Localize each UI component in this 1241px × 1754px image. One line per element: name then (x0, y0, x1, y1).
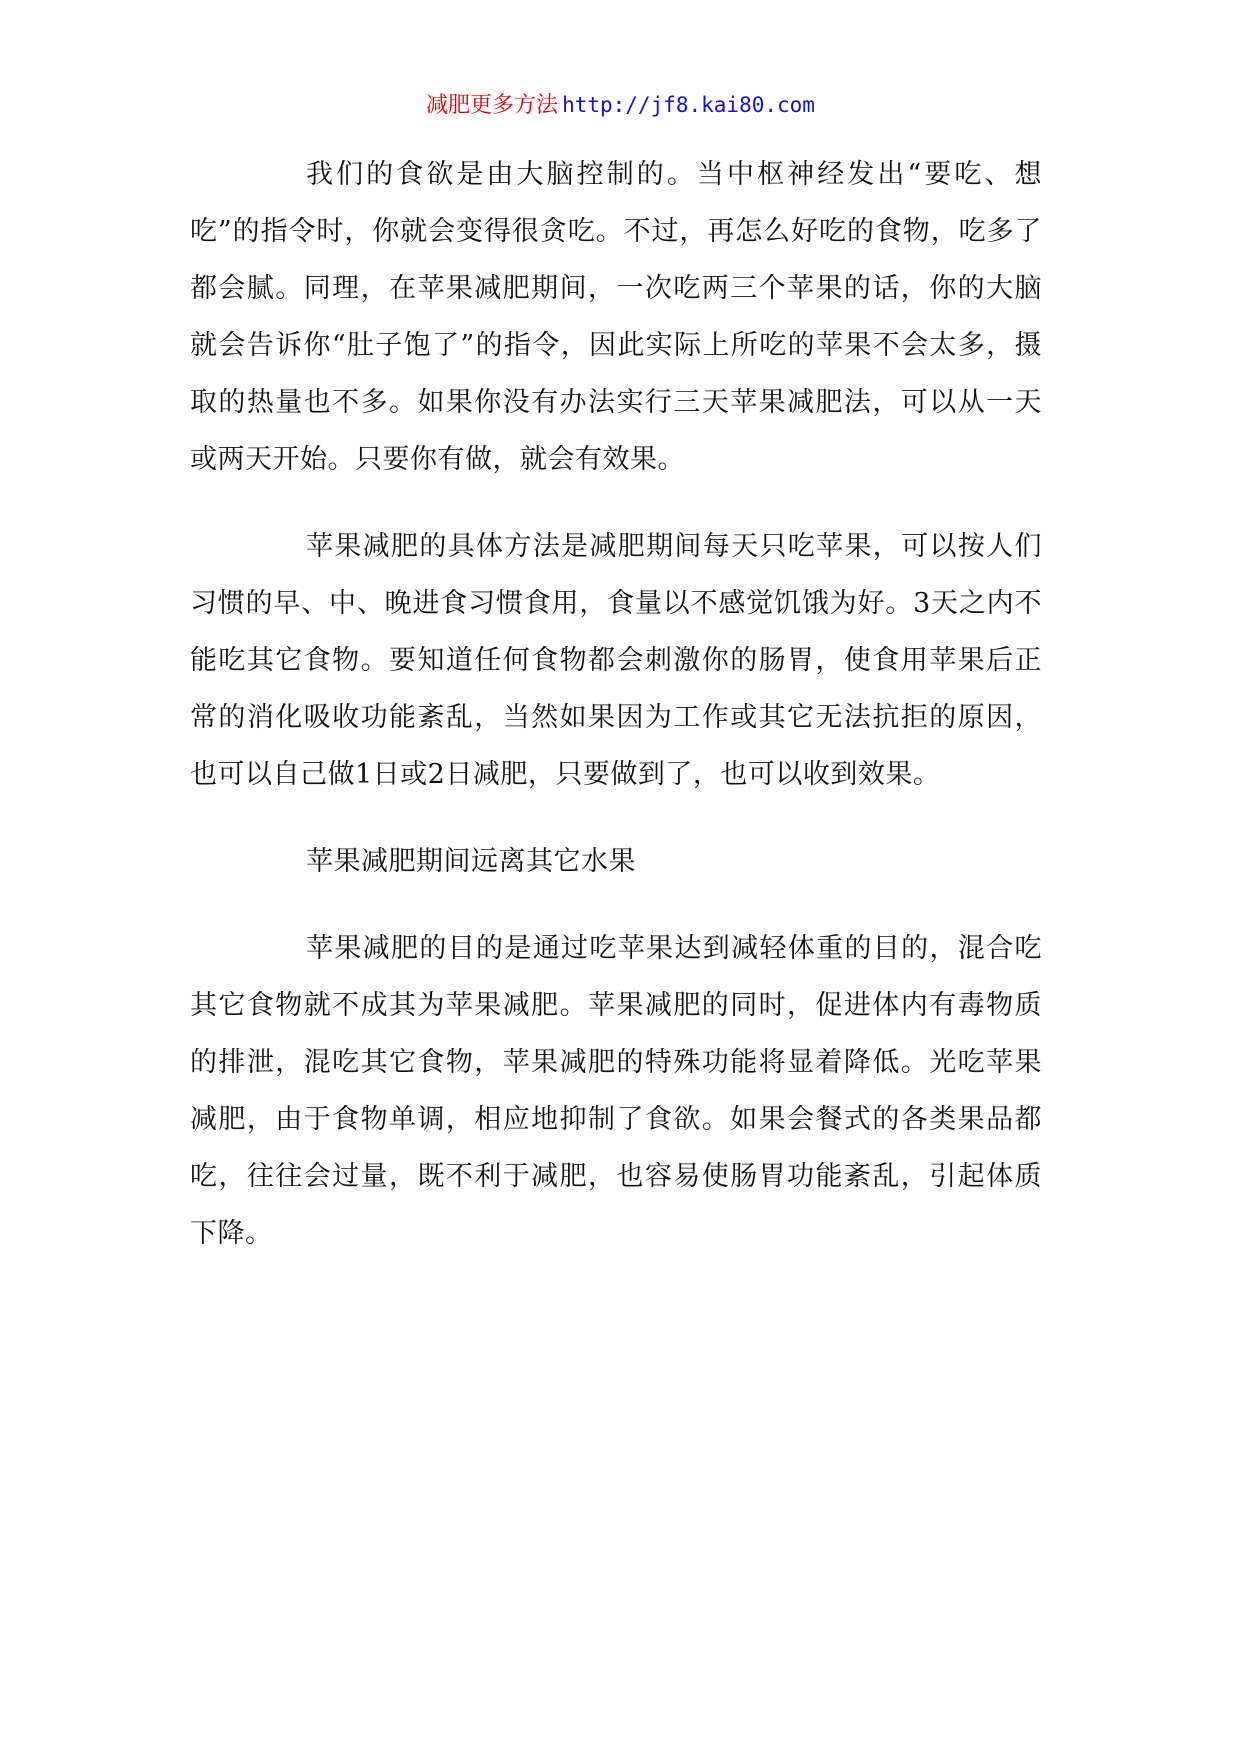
paragraph-purpose: 苹果减肥的目的是通过吃苹果达到减轻体重的目的，混合吃其它食物就不成其为苹果减肥。苹果减肥的同时，促进体内有毒物质的排泄，混吃其它食物，苹果减肥的特殊功能将显着降低。光吃苹果减肥，由于食物单调，相应地抑制了食欲。如果会餐式的各类果品都吃，往往会过量，既不利于减肥，也容易使肠胃功能紊乱，引起体质下降。 (190, 933, 1042, 1249)
section-heading: 苹果减肥期间远离其它水果 (306, 846, 636, 877)
header-url-link[interactable]: http://jf8.kai80.com (562, 93, 815, 117)
paragraph-appetite: 我们的食欲是由大脑控制的。当中枢神经发出“要吃、想吃”的指令时，你就会变得很贪吃。不过，再怎么好吃的食物，吃多了都会腻。同理，在苹果减肥期间，一次吃两三个苹果的话，你的大脑就会告诉你“肚子饱了”的指令，因此实际上所吃的苹果不会太多，摄取的热量也不多。如果你没有办法实行三天苹果减肥法，可以从一天或两天开始。只要你有做，就会有效果。 (190, 159, 1042, 475)
paragraph-method: 苹果减肥的具体方法是减肥期间每天只吃苹果，可以按人们习惯的早、中、晚进食习惯食用，食量以不感觉饥饿为好。3天之内不能吃其它食物。要知道任何食物都会刺激你的肠胃，使食用苹果后正常的消化吸收功能紊乱，当然如果因为工作或其它无法抗拒的原因，也可以自己做1日或2日减肥，只要做到了，也可以收到效果。 (190, 531, 1042, 790)
article-body (190, 146, 1042, 1262)
header-label: 减肥更多方法 (426, 93, 559, 118)
page-header (0, 90, 1241, 121)
